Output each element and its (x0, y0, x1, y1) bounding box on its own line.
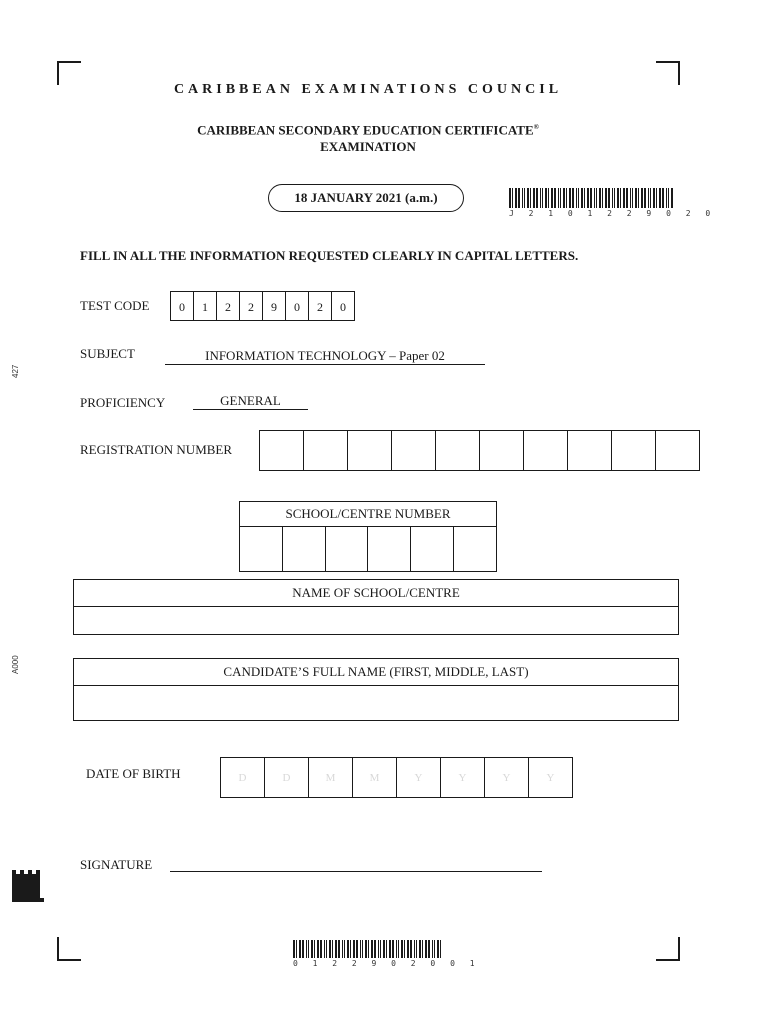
barcode-bar (296, 940, 297, 958)
date-of-birth-cell[interactable]: D (264, 757, 309, 798)
barcode-bar (632, 188, 634, 208)
proficiency-value: GENERAL (220, 393, 281, 408)
barcode-bar (509, 188, 511, 208)
side-mark-top: 427 (11, 364, 20, 378)
registration-number-cell[interactable] (567, 430, 612, 471)
barcode-bar (608, 188, 610, 208)
date-of-birth-label: DATE OF BIRTH (86, 766, 181, 781)
school-centre-number-cell[interactable] (453, 527, 496, 571)
barcode-bar (437, 940, 439, 958)
date-of-birth-cell[interactable]: M (352, 757, 397, 798)
bottom-barcode (293, 940, 480, 968)
signature-label: SIGNATURE (80, 857, 153, 872)
barcode-bar (434, 940, 436, 958)
barcode-bar (659, 188, 661, 208)
barcode-bar (554, 188, 556, 208)
barcode-bar (342, 940, 343, 958)
registration-number-cell[interactable] (523, 430, 568, 471)
barcode-bar (518, 188, 520, 208)
barcode-bar (335, 940, 337, 958)
school-centre-number-cells (240, 527, 496, 571)
barcode-bar (317, 940, 319, 958)
barcode-bar (620, 188, 621, 208)
candidate-name-box (73, 658, 679, 721)
barcode-bar (398, 940, 400, 958)
barcode-bar (410, 940, 412, 958)
barcode-bar (389, 940, 391, 958)
barcode-bar (563, 188, 565, 208)
barcode-bar (360, 940, 361, 958)
school-centre-number-label: SCHOOL/CENTRE NUMBER (240, 502, 496, 527)
barcode-bar (293, 940, 295, 958)
barcode-bar (512, 188, 513, 208)
school-centre-number-box (239, 501, 497, 572)
exam-date-badge: 18 JANUARY 2021 (a.m.) (268, 184, 464, 212)
certificate-line-2: EXAMINATION (320, 139, 416, 155)
date-of-birth-cell[interactable]: Y (440, 757, 485, 798)
barcode-bar (320, 940, 322, 958)
barcode-bar (671, 188, 673, 208)
barcode-bar (414, 940, 415, 958)
barcode-bar (626, 188, 628, 208)
barcode-bar (584, 188, 585, 208)
barcode-bar (524, 188, 526, 208)
test-code-digit-cell: 2 (216, 291, 240, 321)
barcode-bar (630, 188, 631, 208)
barcode-bar (581, 188, 583, 208)
school-centre-number-cell[interactable] (282, 527, 325, 571)
top-barcode (509, 188, 715, 218)
registration-number-cell[interactable] (259, 430, 304, 471)
test-code-digit-cell: 9 (262, 291, 286, 321)
barcode-bar (353, 940, 355, 958)
test-code-digit-cell: 0 (331, 291, 355, 321)
school-centre-number-cell[interactable] (325, 527, 368, 571)
barcode-bar (344, 940, 346, 958)
school-centre-number-cell[interactable] (367, 527, 410, 571)
registered-mark: ® (533, 123, 539, 131)
registration-number-grid (259, 430, 700, 471)
top-barcode-bars (509, 188, 674, 208)
test-code-digit-cell: 2 (239, 291, 263, 321)
barcode-bar (578, 188, 580, 208)
barcode-bar (396, 940, 397, 958)
barcode-bar (635, 188, 637, 208)
barcode-bar (392, 940, 394, 958)
barcode-bar (542, 188, 544, 208)
test-code-label: TEST CODE (80, 298, 150, 313)
barcode-bar (324, 940, 325, 958)
test-code-digit-cell: 1 (193, 291, 217, 321)
barcode-bar (533, 188, 535, 208)
barcode-bar (428, 940, 430, 958)
school-name-box (73, 579, 679, 635)
barcode-bar (371, 940, 373, 958)
barcode-bar (380, 940, 382, 958)
barcode-bar (329, 940, 331, 958)
signature-line[interactable] (170, 871, 542, 872)
test-code-grid (170, 291, 355, 321)
registration-number-cell[interactable] (435, 430, 480, 471)
registration-number-cell[interactable] (611, 430, 656, 471)
date-of-birth-cell[interactable]: D (220, 757, 265, 798)
barcode-bar (540, 188, 541, 208)
barcode-bar (605, 188, 607, 208)
barcode-bar (662, 188, 664, 208)
subject-field[interactable] (165, 348, 485, 365)
date-of-birth-cell[interactable]: M (308, 757, 353, 798)
registration-number-cell[interactable] (391, 430, 436, 471)
barcode-bar (422, 940, 423, 958)
barcode-bar (425, 940, 427, 958)
barcode-bar (416, 940, 418, 958)
barcode-bar (572, 188, 574, 208)
barcode-bar (522, 188, 523, 208)
school-centre-number-cell[interactable] (410, 527, 453, 571)
barcode-bar (299, 940, 301, 958)
barcode-bar (386, 940, 387, 958)
registration-number-label: REGISTRATION NUMBER (80, 442, 233, 457)
barcode-bar (648, 188, 649, 208)
school-name-field[interactable] (74, 607, 678, 634)
candidate-name-field[interactable] (74, 686, 678, 720)
barcode-bar (668, 188, 670, 208)
barcode-bar (440, 940, 441, 958)
barcode-bar (530, 188, 531, 208)
candidate-name-label: CANDIDATE’S FULL NAME (FIRST, MIDDLE, LAST) (74, 659, 678, 686)
barcode-bar (602, 188, 603, 208)
barcode-bar (612, 188, 613, 208)
barcode-bar (587, 188, 589, 208)
school-name-label: NAME OF SCHOOL/CENTRE (74, 580, 678, 607)
barcode-bar (419, 940, 421, 958)
barcode-bar (515, 188, 517, 208)
barcode-bar (362, 940, 364, 958)
barcode-bar (596, 188, 598, 208)
barcode-bar (560, 188, 562, 208)
barcode-bar (350, 940, 351, 958)
school-centre-number-cell[interactable] (240, 527, 282, 571)
barcode-bar (548, 188, 549, 208)
barcode-bar (566, 188, 567, 208)
test-code-digit-cell: 2 (308, 291, 332, 321)
date-of-birth-grid (220, 757, 573, 798)
top-barcode-digits: J 2 1 0 1 2 2 9 0 2 0 (509, 209, 716, 218)
certificate-title (0, 119, 736, 155)
barcode-bar (614, 188, 616, 208)
barcode-bar (558, 188, 559, 208)
test-code-digit-cell: 0 (170, 291, 194, 321)
barcode-bar (378, 940, 379, 958)
barcode-bar (308, 940, 310, 958)
barcode-bar (347, 940, 349, 958)
bottom-barcode-bars (293, 940, 443, 958)
datamatrix-code (12, 870, 44, 902)
barcode-bar (576, 188, 577, 208)
barcode-bar (306, 940, 307, 958)
certificate-line-1: CARIBBEAN SECONDARY EDUCATION CERTIFICATE (197, 122, 534, 138)
subject-label: SUBJECT (80, 346, 135, 361)
barcode-bar (551, 188, 553, 208)
corner-mark-bottom-right (656, 937, 680, 961)
barcode-bar (432, 940, 433, 958)
date-of-birth-cell[interactable]: Y (528, 757, 573, 798)
barcode-bar (590, 188, 592, 208)
barcode-bar (401, 940, 403, 958)
barcode-bar (407, 940, 409, 958)
barcode-bar (302, 940, 304, 958)
proficiency-field[interactable] (193, 393, 308, 410)
barcode-bar (644, 188, 646, 208)
proficiency-label: PROFICIENCY (80, 395, 166, 410)
council-title: CARIBBEAN EXAMINATIONS COUNCIL (173, 82, 563, 97)
registration-number-cell[interactable] (655, 430, 700, 471)
barcode-bar (545, 188, 547, 208)
subject-value: INFORMATION TECHNOLOGY – Paper 02 (205, 348, 445, 363)
date-of-birth-cell[interactable]: Y (396, 757, 441, 798)
bottom-barcode-digits: 0 1 2 2 9 0 2 0 0 1 (293, 959, 480, 968)
barcode-bar (527, 188, 529, 208)
barcode-bar (569, 188, 571, 208)
barcode-bar (374, 940, 376, 958)
barcode-bar (638, 188, 639, 208)
barcode-bar (599, 188, 601, 208)
barcode-bar (368, 940, 369, 958)
registration-number-cell[interactable] (479, 430, 524, 471)
datamatrix-module (40, 898, 44, 902)
side-mark-middle: A000 (11, 655, 20, 674)
barcode-bar (666, 188, 667, 208)
barcode-bar (332, 940, 333, 958)
barcode-bar (365, 940, 367, 958)
barcode-bar (656, 188, 657, 208)
barcode-bar (314, 940, 315, 958)
barcode-bar (404, 940, 405, 958)
barcode-bar (311, 940, 313, 958)
barcode-bar (383, 940, 385, 958)
barcode-bar (650, 188, 652, 208)
barcode-bar (653, 188, 655, 208)
barcode-bar (326, 940, 328, 958)
barcode-bar (617, 188, 619, 208)
instruction-text: FILL IN ALL THE INFORMATION REQUESTED CLEARLY IN CAPITAL LETTERS. (80, 248, 579, 263)
barcode-bar (356, 940, 358, 958)
registration-number-cell[interactable] (347, 430, 392, 471)
corner-mark-bottom-left (57, 937, 81, 961)
barcode-bar (536, 188, 538, 208)
barcode-bar (623, 188, 625, 208)
barcode-bar (641, 188, 643, 208)
date-of-birth-cell[interactable]: Y (484, 757, 529, 798)
registration-number-cell[interactable] (303, 430, 348, 471)
barcode-bar (338, 940, 340, 958)
test-code-digit-cell: 0 (285, 291, 309, 321)
barcode-bar (594, 188, 595, 208)
